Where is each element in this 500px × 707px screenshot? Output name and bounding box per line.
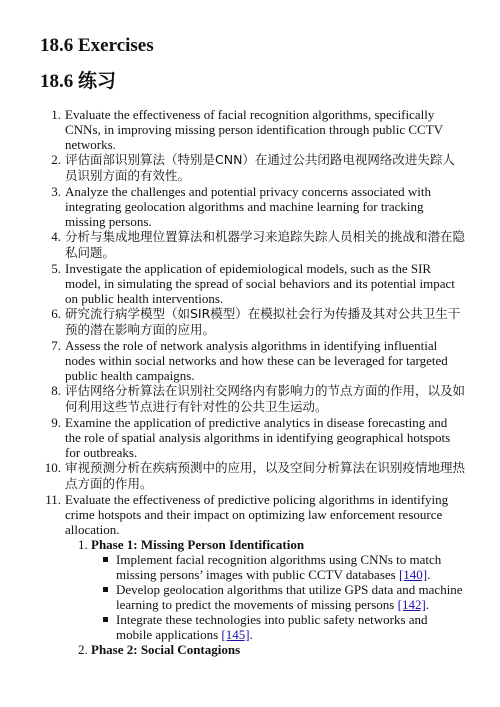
exercise-item xyxy=(51,229,466,261)
exercise-item xyxy=(51,184,465,229)
item-number: 3. xyxy=(51,184,61,199)
square-bullet-icon xyxy=(103,557,108,562)
item-text: Analyze the challenges and potential privacy concerns associated with integrating geolocation algorithms and machine learning for tracking missing persons. xyxy=(65,184,432,229)
citation-link[interactable]: [140] xyxy=(398,567,428,582)
bullet-item xyxy=(116,552,465,582)
bullet-end: . xyxy=(425,597,430,612)
square-bullet-icon xyxy=(103,587,108,592)
phase-item xyxy=(78,537,465,642)
item-text: Evaluate the effectiveness of facial recognition algorithms, specifically CNNs, in improving missing person identification through public CCTV networks. xyxy=(65,107,443,152)
item-number: 5. xyxy=(51,261,61,276)
exercise-item xyxy=(51,338,465,383)
item-text: Examine the application of predictive analytics in disease forecasting and the role of spatial analysis algorithms in identifying geographical hotspots for outbreaks. xyxy=(65,415,451,460)
exercise-item xyxy=(45,492,465,657)
phase-bullet-list xyxy=(91,552,465,642)
phase-list xyxy=(65,537,465,657)
exercise-item xyxy=(51,152,465,184)
exercise-item xyxy=(51,107,465,152)
bullet-text: Implement facial recognition algorithms using CNNs to match missing persons’ images with public CCTV databases xyxy=(116,552,442,582)
square-bullet-icon xyxy=(103,617,108,622)
section-heading-english: 18.6 Exercises xyxy=(40,35,154,56)
exercise-item xyxy=(51,306,465,338)
item-number: 11. xyxy=(45,492,61,507)
item-number: 9. xyxy=(51,415,61,430)
bullet-item xyxy=(116,582,465,612)
phase-item xyxy=(78,642,465,657)
item-number: 1. xyxy=(51,107,61,122)
bullet-end: . xyxy=(427,567,431,582)
item-text: 分析与集成地理位置算法和机器学习来追踪失踪人员相关的挑战和潜在隐私问题。 xyxy=(65,229,466,260)
phase-title: Phase 2: Social Contagions xyxy=(91,642,241,657)
citation-link[interactable]: [142] xyxy=(397,597,426,612)
item-text: 评估面部识别算法（特别是CNN）在通过公共闭路电视网络改进失踪人员识别方面的有效性。 xyxy=(65,152,455,183)
item-text: 评估网络分析算法在识别社交网络内有影响力的节点方面的作用，以及如何利用这些节点进行有针对性的公共卫生运动。 xyxy=(65,383,466,414)
phase-number: 1. xyxy=(78,537,88,552)
item-number: 7. xyxy=(51,338,61,353)
bullet-text: Integrate these technologies into public safety networks and mobile applications xyxy=(116,612,428,642)
phase-number: 2. xyxy=(78,642,88,657)
item-text: Investigate the application of epidemiological models, such as the SIR model, in simulating the spread of social behaviors and its potential impact on public health interventions. xyxy=(65,261,455,306)
exercise-item xyxy=(51,261,465,306)
exercise-item xyxy=(51,415,465,460)
phase-title: Phase 1: Missing Person Identification xyxy=(91,537,305,552)
exercise-list xyxy=(44,107,466,657)
item-number: 6. xyxy=(51,306,61,321)
section-heading-chinese: 18.6 练习 xyxy=(40,71,117,92)
item-text: Assess the role of network analysis algorithms in identifying influential nodes within social networks and how these can be leveraged for targeted public health campaigns. xyxy=(65,338,448,383)
item-text: 审视预测分析在疾病预测中的应用，以及空间分析算法在识别疫情地理热点方面的作用。 xyxy=(65,460,466,491)
bullet-text: Develop geolocation algorithms that utilize GPS data and machine learning to predict the movements of missing persons xyxy=(116,582,463,612)
bullet-item xyxy=(116,612,465,642)
exercise-item xyxy=(51,383,466,415)
item-number: 2. xyxy=(51,152,61,167)
citation-link[interactable]: [145] xyxy=(221,627,250,642)
bullet-end: . xyxy=(249,627,253,642)
item-number: 10. xyxy=(44,460,61,475)
item-number: 4. xyxy=(51,229,61,244)
exercise-item xyxy=(44,460,466,492)
item-number: 8. xyxy=(51,383,61,398)
item-text: 研究流行病学模型（如SIR模型）在模拟社会行为传播及其对公共卫生干预的潜在影响方面的应用。 xyxy=(65,306,461,337)
item-text: Evaluate the effectiveness of predictive policing algorithms in identifying crime hotspots and their impact on optimizing law enforcement resource allocation. xyxy=(65,492,449,537)
